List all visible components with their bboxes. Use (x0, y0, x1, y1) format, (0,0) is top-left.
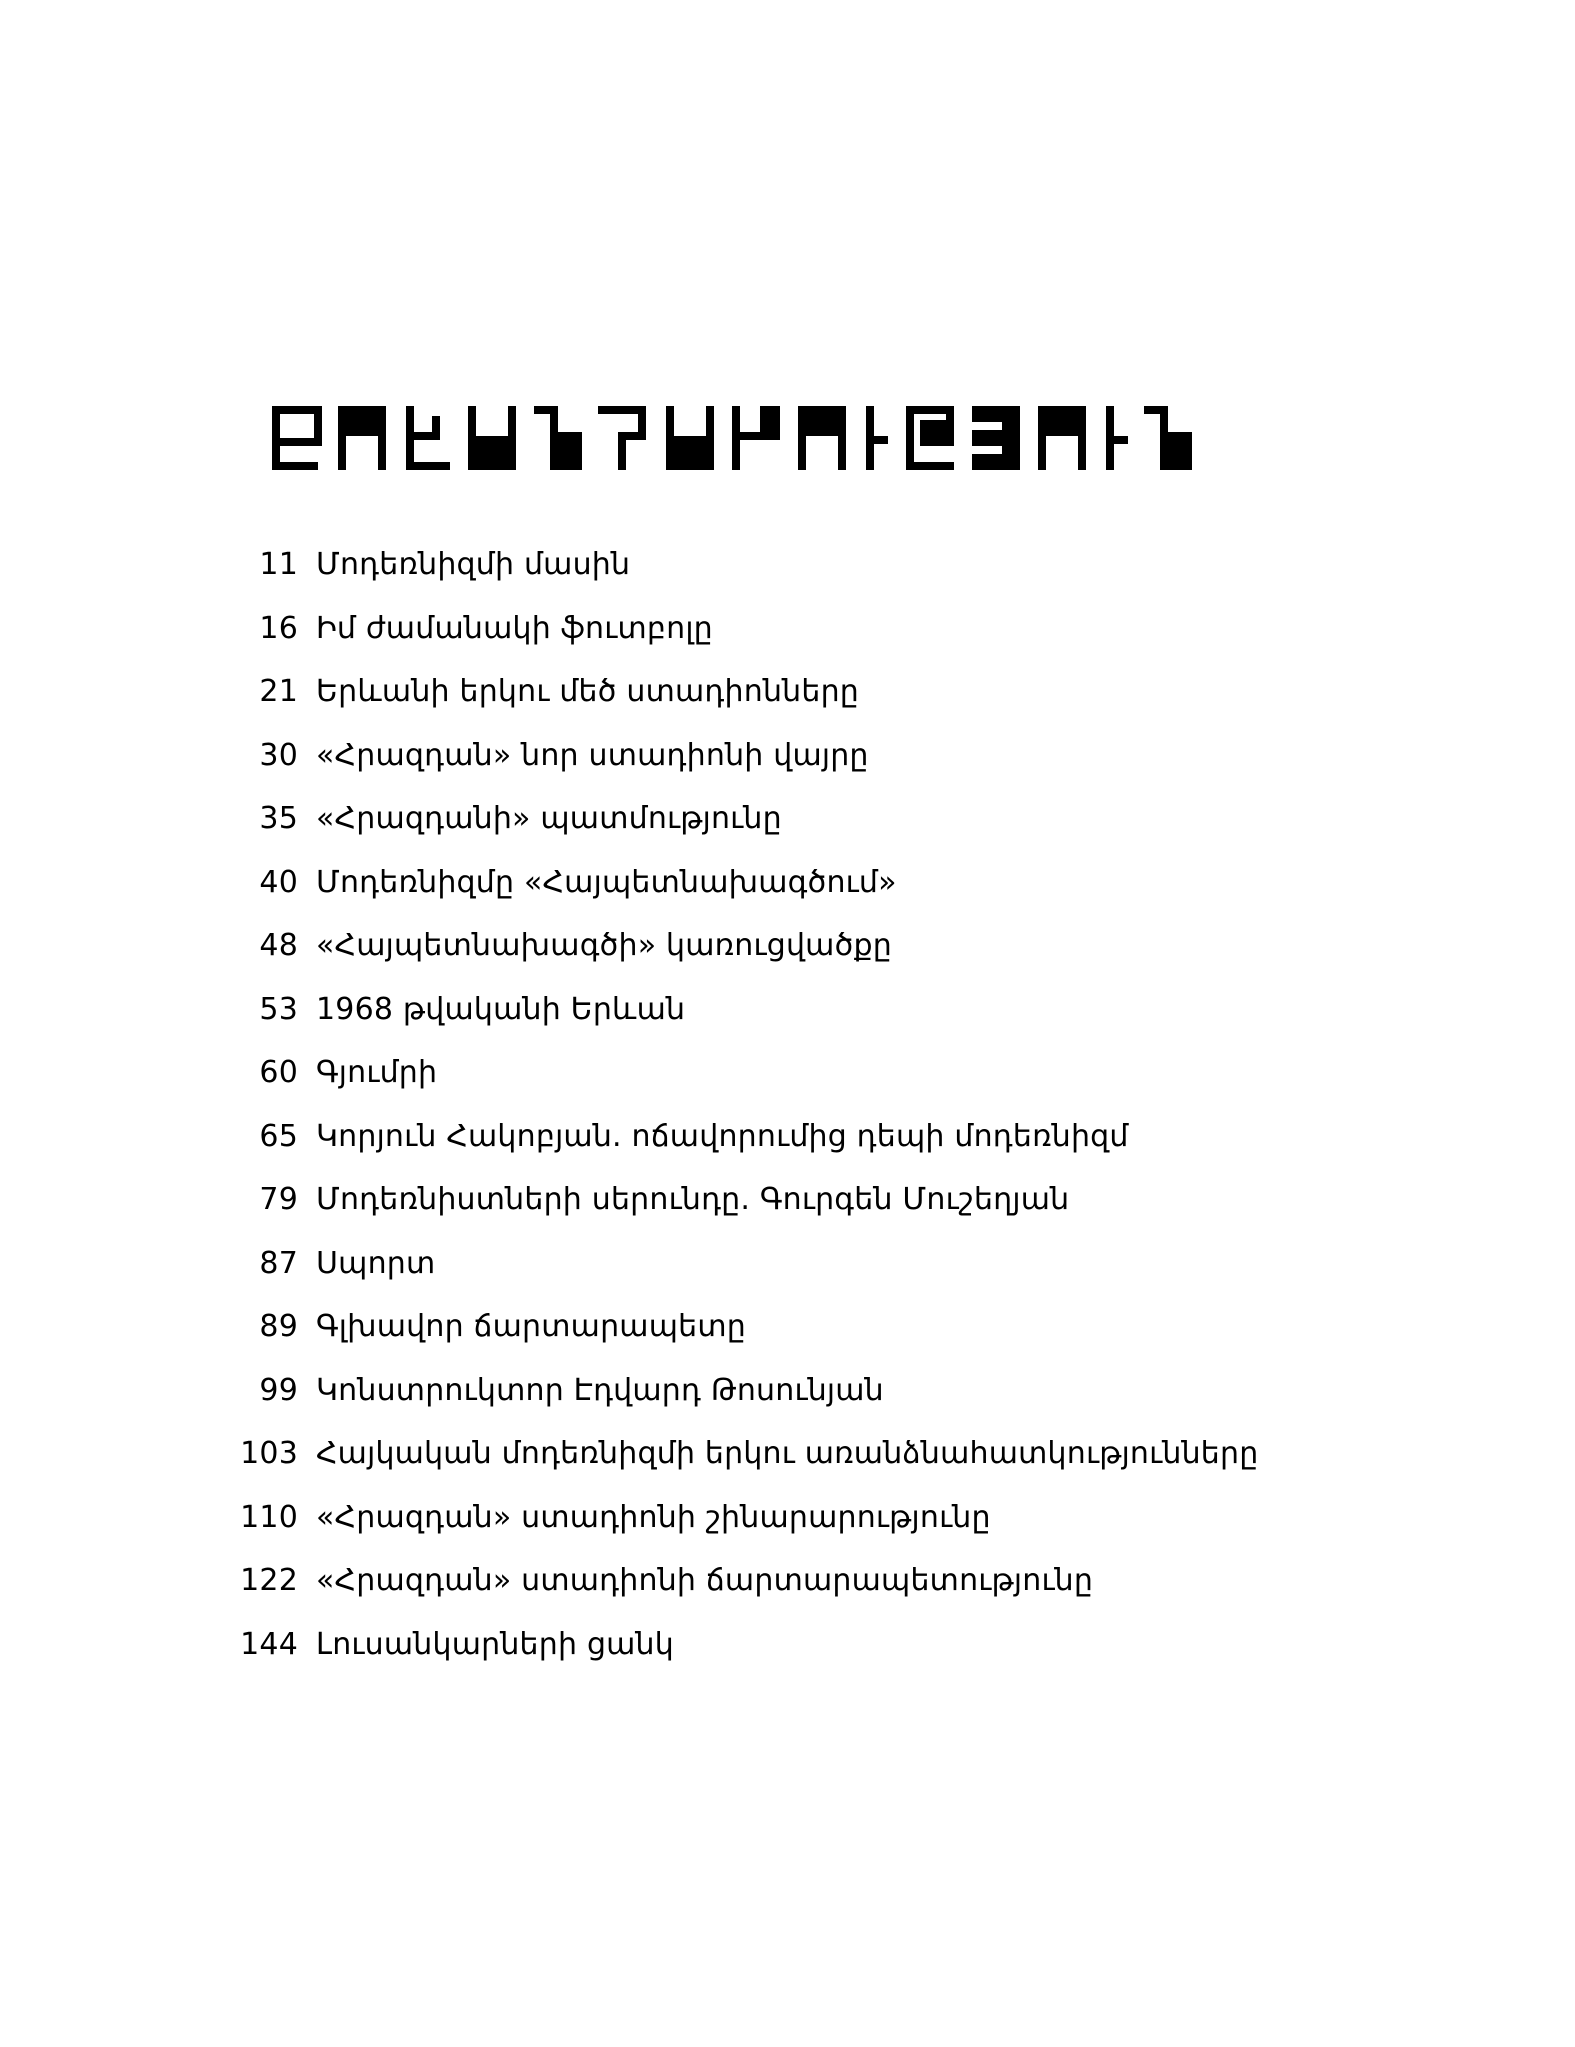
toc-entry-title: Մոդեռնիստների սերունդը. Գուրգեն Մուշեղյան (316, 1182, 1070, 1217)
toc-entry[interactable] (232, 926, 1432, 990)
toc-page-number: 60 (259, 1055, 298, 1090)
toc-entry[interactable] (232, 1117, 1432, 1181)
table-of-contents (232, 545, 1432, 1688)
toc-page-number: 103 (240, 1436, 298, 1471)
page-title (272, 406, 1272, 470)
toc-entry[interactable] (232, 799, 1432, 863)
toc-page-number: 48 (259, 928, 298, 963)
title-glyph-4 (468, 406, 516, 470)
toc-entry[interactable] (232, 1180, 1432, 1244)
toc-entry-title: Կոնստրուկտոր Էդվարդ Թոսունյան (316, 1372, 884, 1408)
toc-page-number: 144 (240, 1626, 298, 1662)
toc-entry-title: «Հրազդան» ստադիոնի ճարտարապետությունը (316, 1563, 1094, 1598)
toc-entry[interactable] (232, 990, 1432, 1054)
toc-entry[interactable] (232, 1498, 1432, 1562)
toc-entry-title: Երևանի երկու մեծ ստադիոնները (316, 674, 860, 709)
toc-entry-title: «Հայպետնախագծի» կառուցվածքը (316, 928, 892, 963)
toc-page-number: 87 (259, 1245, 298, 1281)
toc-entry[interactable] (232, 1561, 1432, 1625)
toc-page-number: 11 (259, 547, 298, 582)
toc-entry-title: Իմ ժամանակի ֆուտբոլը (316, 610, 713, 646)
toc-entry-title: «Հրազդանի» պատմությունը (316, 801, 782, 836)
title-glyph-12 (972, 406, 1020, 470)
toc-page-number: 16 (259, 610, 298, 646)
toc-page-number: 40 (259, 864, 298, 900)
toc-entry[interactable] (232, 545, 1432, 609)
title-glyph-1 (276, 410, 318, 470)
toc-page-number: 99 (259, 1372, 298, 1408)
toc-entry-title: Գլխավոր ճարտարապետը (316, 1309, 746, 1344)
toc-entry[interactable] (232, 863, 1432, 927)
toc-page-number: 30 (259, 737, 298, 773)
title-glyph-3 (406, 406, 450, 470)
toc-page-number: 89 (259, 1309, 298, 1344)
title-glyph-5 (534, 406, 582, 470)
toc-entry-title: Լուսանկարների ցանկ (316, 1626, 674, 1662)
toc-entry[interactable] (232, 609, 1432, 673)
toc-entry-title: Գյումրի (316, 1055, 438, 1090)
toc-entry[interactable] (232, 1244, 1432, 1308)
toc-page-number: 65 (259, 1118, 298, 1154)
title-glyph-2 (338, 406, 386, 470)
toc-entry[interactable] (232, 736, 1432, 800)
toc-entry[interactable] (232, 1307, 1432, 1371)
title-glyph-13 (1038, 406, 1086, 470)
toc-page-number: 79 (259, 1182, 298, 1217)
blocky-title-graphic (272, 406, 1272, 470)
toc-page-number: 53 (259, 991, 298, 1027)
toc-page-number: 110 (240, 1499, 298, 1535)
toc-entry-title: Հայկական մոդեռնիզմի երկու առանձնահատկությունները (316, 1436, 1259, 1471)
title-glyph-10 (866, 406, 888, 470)
toc-entry-title: «Հրազդան» նոր ստադիոնի վայրը (316, 737, 869, 773)
toc-page-number: 122 (240, 1563, 298, 1598)
toc-entry-title: Սպորտ (316, 1245, 436, 1281)
toc-entry-title: 1968 թվականի Երևան (316, 991, 686, 1027)
toc-entry[interactable] (232, 1371, 1432, 1435)
toc-entry-title: Մոդեռնիզմի մասին (316, 547, 631, 582)
toc-entry-title: Կորյուն Հակոբյան. ոճավորումից դեպի մոդեռնիզմ (316, 1118, 1129, 1154)
toc-page-number: 21 (259, 674, 298, 709)
title-glyph-8 (732, 406, 780, 470)
title-glyph-14 (1106, 406, 1128, 470)
title-glyph-9 (798, 406, 846, 470)
title-glyph-15 (1144, 406, 1192, 470)
toc-entry-title: «Հրազդան» ստադիոնի շինարարությունը (316, 1499, 991, 1535)
title-glyph-7 (666, 406, 714, 470)
title-glyph-6 (598, 406, 646, 470)
title-glyph-11 (906, 406, 954, 470)
toc-page-number: 35 (259, 801, 298, 836)
toc-entry[interactable] (232, 1053, 1432, 1117)
toc-entry-title: Մոդեռնիզմը «Հայպետնախագծում» (316, 864, 897, 900)
toc-entry[interactable] (232, 672, 1432, 736)
toc-entry[interactable] (232, 1625, 1432, 1689)
toc-entry[interactable] (232, 1434, 1432, 1498)
